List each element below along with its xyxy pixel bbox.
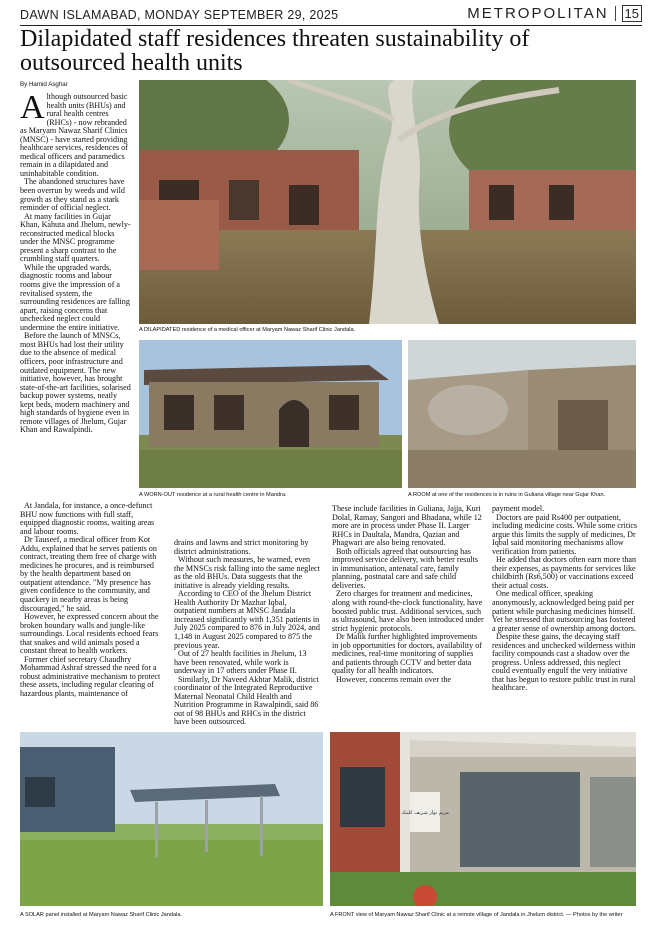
article-paragraph: Despite these gains, the decaying staff residences and unchecked wilderness within facility compounds cast a shadow over the progress. Unless addressed, this neglect could eventually engulf the very initiative that has begun to restore public trust in rural healthcare. bbox=[492, 632, 636, 693]
article-paragraph: Dr Malik further highlighted improvements in job opportunities for doctors, availability of medicines, real-time monitoring of supplies and patients through CCTV and better data quality for all health indicators. bbox=[332, 632, 482, 676]
article-paragraph: Doctors are paid Rs400 per outpatient, including medicine costs. While some critics argue this limits the supply of medicines, Dr Iqbal said monitoring mechanisms allow verification from patients. bbox=[492, 512, 638, 556]
section-header bbox=[467, 5, 642, 22]
photo-ruined-room-image bbox=[408, 340, 636, 488]
article-paragraph: However, concerns remain over the bbox=[336, 674, 451, 684]
article-paragraph: At Jandala, for instance, a once-defunct BHU now functions with full staff, equipped diagnostic rooms, waiting areas and labour rooms. bbox=[20, 501, 155, 536]
article-paragraph: Although outsourced basic health units (BHUs) and rural health centres (RHCs) - now rebranded as Maryam Nawaz Sharif Clinics (MNSC) - have started providing healthcare services, residences of medical officers and paramedics remain in a dilapidated and uninhabitable condition. bbox=[20, 89, 128, 178]
photo-clinic-front bbox=[330, 732, 636, 906]
article-column-2 bbox=[174, 539, 320, 734]
photo-ruined-room bbox=[408, 340, 636, 488]
article-paragraph: These include facilities in Guliana, Jajja, Kuri Dolal, Ramay, Sangori and Bhadana, while 12 more are in process under Phase II. Larger RHCs in Daultala, Mandra, Qazian and Phagwari are also being renovated. bbox=[332, 504, 482, 548]
byline: By Hamid Asghar bbox=[20, 81, 68, 88]
article-paragraph: The abandoned structures have been overrun by weeds and wild growth as they stand as a stark reminder of official neglect. bbox=[20, 177, 125, 213]
photo-worn-out-residence-image bbox=[139, 340, 402, 488]
drop-cap: A bbox=[20, 89, 45, 126]
article-paragraph: While the upgraded wards, diagnostic rooms and labour rooms give the impression of a revitalised system, the surrounding residences are falling apart, raising concerns that unchecked neglect could undermine the entire initiative. bbox=[20, 262, 130, 332]
photo-worn-out-residence bbox=[139, 340, 402, 488]
article-column-3 bbox=[332, 505, 484, 730]
caption-top-photo: A DILAPIDATED residence of a medical officer at Maryam Nawaz Sharif Clinic Jandala. bbox=[139, 327, 356, 333]
article-paragraph: payment model. bbox=[492, 504, 545, 513]
article-paragraph: At many facilities in Gujar Khan, Kahuta and Jhelum, newly-reconstructed medical blocks under the MNSC programme present a sharp contrast to the crumbling staff quarters. bbox=[20, 211, 131, 264]
article-paragraph: Zero charges for treatment and medicines, along with round-the-clock functionality, have boosted public trust. Additional services, such as ultrasound, have also been introduced under strict hygienic protocols. bbox=[332, 589, 484, 633]
article-paragraph: drains and lawns and strict monitoring by district administrations. bbox=[174, 538, 309, 556]
article-paragraph: One medical officer, speaking anonymously, acknowledged being paid per patient while purchasing medicines himself. Yet he stressed that outsourcing has fostered a greater sense of ownership among doctors. bbox=[492, 589, 637, 633]
header-divider bbox=[615, 6, 616, 21]
photo-solar-panel-image bbox=[20, 732, 323, 906]
caption-bottom-left-photo: A SOLAR panel installed at Maryam Nawaz Sharif Clinic Jandala. bbox=[20, 912, 182, 918]
photo-solar-panel bbox=[20, 732, 323, 906]
photo-clinic-front-image bbox=[330, 732, 636, 906]
article-paragraph: Similarly, Dr Naveed Akhtar Malik, district coordinator of the Integrated Reproductive Maternal Neonatal Child Health and Nutrition Programme in Rawalpindi, said 86 out of 98 BHUs and RHCs in the district have been outsourced. bbox=[174, 674, 319, 727]
article-paragraph: However, he expressed concern about the broken boundary walls and jungle-like surroundings. Local residents echoed fears that snakes and wild animals posed a constant threat to health workers. bbox=[20, 612, 159, 656]
page-number: 15 bbox=[622, 5, 642, 22]
section-name: METROPOLITAN bbox=[467, 5, 609, 22]
masthead-date: DAWN ISLAMABAD, MONDAY SEPTEMBER 29, 2025 bbox=[20, 8, 339, 22]
clinic-sign-text: مریم نواز شریف کلینک bbox=[401, 810, 449, 816]
article-paragraph: Before the launch of MNSCs, most BHUs had lost their utility due to the absence of medical officers, poor infrastructure and outdated equipment. The new initiative, however, has brought state-of-the-art facilities, solarised backup power systems, neatly kept beds, modern machinery and high standards of hygiene even in remote villages of Jhelum, Gujar Khan and Rawalpindi. bbox=[20, 331, 131, 435]
article-paragraph: Out of 27 health facilities in Jhelum, 13 have been renovated, while work is underway in 17 others under Phase II. bbox=[174, 649, 307, 676]
headline: Dilapidated staff residences threaten sustainability of outsourced health units bbox=[20, 26, 530, 76]
article-paragraph: Former chief secretary Chaudhry Mohammad Ashraf stressed the need for a robust administrative mechanism to protect these assets, including regular clearing of hazardous plants, maintenance of bbox=[20, 654, 161, 699]
caption-bottom-right-photo: A FRONT view of Maryam Nawaz Sharif Clinic at a remote village of Jandala in Jhelum district. — Photos by the writer bbox=[330, 912, 623, 918]
article-column-4 bbox=[492, 505, 638, 730]
photo-dilapidated-residence-image bbox=[139, 80, 636, 324]
article-paragraph: According to CEO of the Jhelum District Health Authority Dr Mazhar Iqbal, outpatient numbers at MNSC Jandala increased significantly with 1,351 patients in July 2025 compared to 876 in July 2024, and 1,148 in August 2025 compared to 875 the previous year. bbox=[174, 589, 320, 650]
article-paragraph: Dr Tauseef, a medical officer from Kot Addu, explained that he serves patients on contract, treating them free of charge with medicines he procures, and is reimbursed by the health department based on outpatient attendance. "My presence has given confidence to the community, and quackery in nearby areas is being discouraged," he said. bbox=[20, 535, 157, 613]
caption-mid-right-photo: A ROOM at one of the residences is in ruins in Guliana village near Gujar Khan. bbox=[408, 492, 606, 498]
article-paragraph: Without such measures, he warned, even the MNSCs risk falling into the same neglect as the old BHUs. Data suggests that the initiative is already yielding results. bbox=[174, 555, 320, 590]
article-paragraph: Both officials agreed that outsourcing has improved service delivery, with better results in immunisation, antenatal care, family planning, postnatal care and safe child deliveries. bbox=[332, 546, 479, 590]
caption-mid-left-photo: A WORN-OUT residence at a rural health centre in Mandra. bbox=[139, 492, 287, 498]
article-column-1-continued bbox=[20, 502, 164, 732]
photo-dilapidated-residence bbox=[139, 80, 636, 324]
article-paragraph: He added that doctors often earn more than their expenses, as payments for services like childbirth (Rs6,500) or vaccinations exceed their actual costs. bbox=[492, 555, 637, 590]
